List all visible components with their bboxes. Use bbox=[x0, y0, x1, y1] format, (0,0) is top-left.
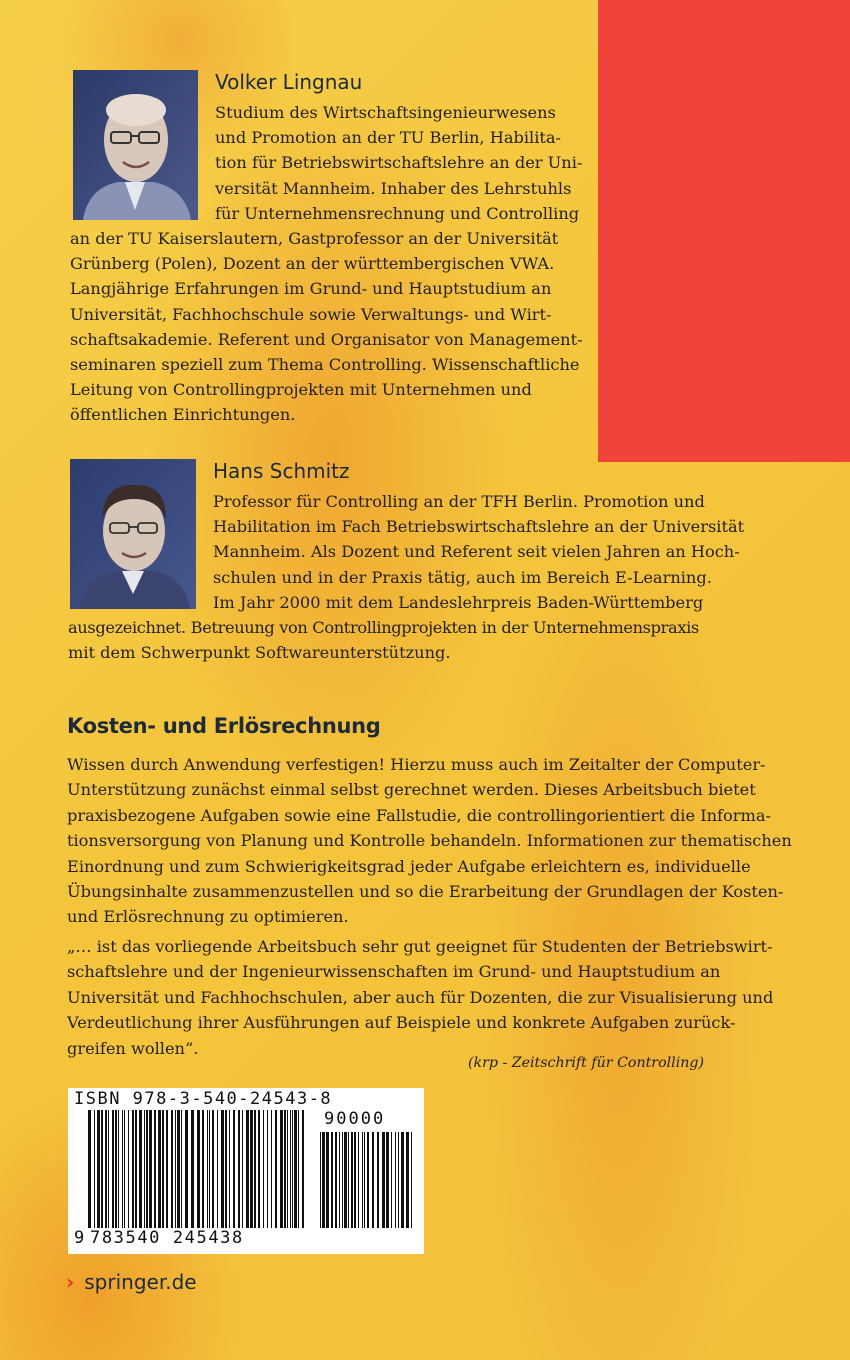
barcode-bar bbox=[362, 1132, 363, 1228]
barcode-bar bbox=[364, 1132, 365, 1228]
publisher-link[interactable] bbox=[66, 1270, 197, 1294]
barcode-bar bbox=[197, 1110, 200, 1228]
barcode-bar bbox=[377, 1132, 379, 1228]
isbn-barcode bbox=[68, 1088, 424, 1254]
barcode-bar bbox=[258, 1110, 260, 1228]
barcode-bar bbox=[112, 1110, 114, 1228]
barcode-lead-digit: 9 bbox=[74, 1228, 85, 1248]
description-line: Einordnung und zum Schwierigkeitsgrad jeder Aufgabe erleichtern es, individuelle bbox=[67, 856, 751, 876]
barcode-bar bbox=[154, 1110, 156, 1228]
barcode-bar bbox=[229, 1110, 230, 1228]
isbn-label: ISBN 978-3-540-24543-8 bbox=[74, 1089, 333, 1109]
barcode-bar bbox=[351, 1132, 353, 1228]
book-title: Kosten- und Erlösrechnung bbox=[67, 714, 381, 738]
barcode-bar bbox=[202, 1110, 204, 1228]
quote-line: greifen wollen“. bbox=[67, 1038, 199, 1058]
barcode-bar bbox=[250, 1110, 253, 1228]
description-line: und Erlösrechnung zu optimieren. bbox=[67, 907, 349, 927]
barcode-bar bbox=[225, 1110, 227, 1228]
barcode-bar bbox=[280, 1110, 283, 1228]
barcode-bar bbox=[398, 1132, 399, 1228]
bio-line: Habilitation im Fach Betriebswirtschaftslehre an der Universität bbox=[213, 517, 745, 537]
barcode-bar bbox=[322, 1132, 325, 1228]
chevron-right-icon: › bbox=[66, 1270, 75, 1294]
barcode-bar bbox=[320, 1132, 321, 1228]
bio-line: mit dem Schwerpunkt Softwareunterstützung. bbox=[68, 643, 451, 663]
barcode-bar bbox=[108, 1110, 109, 1228]
description-line: praxisbezogene Aufgaben sowie eine Fallstudie, die controllingorientiert die Informa- bbox=[67, 805, 771, 825]
bio-line: und Promotion an der TU Berlin, Habilita- bbox=[215, 128, 562, 148]
bio-line: Universität, Fachhochschule sowie Verwaltungs- und Wirt- bbox=[70, 304, 552, 324]
barcode-bar bbox=[88, 1110, 91, 1228]
bio-line: seminaren speziell zum Thema Controlling. Wissenschaftliche bbox=[70, 355, 580, 375]
book-description bbox=[67, 752, 807, 930]
barcode-bar bbox=[238, 1110, 240, 1228]
barcode-bar bbox=[298, 1110, 299, 1228]
barcode-bar bbox=[391, 1132, 392, 1228]
bio-line: versität Mannheim. Inhaber des Lehrstuhls bbox=[215, 178, 572, 198]
barcode-bar bbox=[115, 1110, 117, 1228]
barcode-bar bbox=[185, 1110, 188, 1228]
author-name-schmitz: Hans Schmitz bbox=[213, 459, 350, 483]
barcode-bar bbox=[118, 1110, 119, 1228]
bio-line: für Unternehmensrechnung und Controlling bbox=[215, 203, 580, 223]
publisher-url: springer.de bbox=[84, 1270, 197, 1294]
barcode-bar bbox=[97, 1110, 100, 1228]
barcode-bar bbox=[175, 1110, 176, 1228]
barcode-bar bbox=[339, 1132, 340, 1228]
bio-line: schulen und in der Praxis tätig, auch im Bereich E-Learning. bbox=[213, 567, 712, 587]
barcode-bar bbox=[122, 1110, 123, 1228]
description-line: Unterstützung zunächst einmal selbst gerechnet werden. Dieses Arbeitsbuch bietet bbox=[67, 780, 756, 800]
bio-line: Langjährige Erfahrungen im Grund- und Hauptstudium an bbox=[70, 279, 552, 299]
barcode-bar bbox=[344, 1132, 347, 1228]
description-line: Übungsinhalte zusammenzustellen und so die Erarbeitung der Grundlagen der Kosten- bbox=[67, 882, 784, 902]
barcode-bar bbox=[326, 1132, 329, 1228]
barcode-bar bbox=[139, 1110, 142, 1228]
barcode-bar bbox=[181, 1110, 182, 1228]
barcode-bar bbox=[212, 1110, 214, 1228]
barcode-bar bbox=[372, 1132, 374, 1228]
barcode-bar bbox=[94, 1110, 95, 1228]
barcode-bar bbox=[124, 1110, 125, 1228]
barcode-bar bbox=[209, 1110, 210, 1228]
barcode-bar bbox=[395, 1132, 396, 1228]
barcode-bar bbox=[401, 1132, 404, 1228]
price-code: 90000 bbox=[324, 1109, 386, 1129]
bio-line: Leitung von Controllingprojekten mit Unternehmen und bbox=[70, 380, 532, 400]
red-color-block bbox=[598, 0, 850, 462]
barcode-bar bbox=[233, 1110, 235, 1228]
barcode-bar bbox=[144, 1110, 145, 1228]
bio-line: schaftsakademie. Referent und Organisator von Management- bbox=[70, 329, 583, 349]
barcode-bar bbox=[254, 1110, 256, 1228]
review-quote bbox=[67, 934, 807, 1061]
barcode-bar bbox=[284, 1110, 286, 1228]
bio-line: tion für Betriebswirtschaftslehre an der Uni- bbox=[215, 153, 583, 173]
quote-source: (krp - Zeitschrift für Controlling) bbox=[467, 1055, 704, 1071]
barcode-bar bbox=[132, 1110, 134, 1228]
quote-line: „… ist das vorliegende Arbeitsbuch sehr gut geeignet für Studenten der Betriebswirt- bbox=[67, 937, 773, 956]
barcode-bar bbox=[411, 1132, 412, 1228]
barcode-bar bbox=[246, 1110, 249, 1228]
barcode-bar bbox=[146, 1110, 148, 1228]
barcode-digits: 783540 245438 bbox=[90, 1228, 244, 1248]
author-bio-schmitz bbox=[68, 489, 808, 665]
barcode-bar bbox=[166, 1110, 168, 1228]
barcode-bar bbox=[292, 1110, 293, 1228]
barcode-bar bbox=[342, 1132, 343, 1228]
bio-line: Professor für Controlling an der TFH Berlin. Promotion und bbox=[213, 492, 705, 511]
barcode-bar bbox=[128, 1110, 129, 1228]
quote-line: schaftslehre und der Ingenieurwissenschaften im Grund- und Hauptstudium an bbox=[67, 962, 721, 982]
barcode-bar bbox=[331, 1132, 333, 1228]
barcode-bar bbox=[302, 1110, 304, 1228]
barcode-bar bbox=[162, 1110, 164, 1228]
barcode-bar bbox=[290, 1110, 291, 1228]
author-bio-lingnau bbox=[70, 100, 600, 428]
barcode-bar bbox=[158, 1110, 161, 1228]
quote-line: Verdeutlichung ihrer Ausführungen auf Beispiele und konkrete Aufgaben zurück- bbox=[67, 1013, 736, 1033]
barcode-bar bbox=[406, 1132, 409, 1228]
barcode-bar bbox=[348, 1132, 349, 1228]
barcode-bar bbox=[149, 1110, 152, 1228]
barcode-bar bbox=[271, 1110, 272, 1228]
barcode-bar bbox=[267, 1110, 268, 1228]
bio-line: Im Jahr 2000 mit dem Landeslehrpreis Baden-Württemberg bbox=[213, 592, 704, 612]
barcode-bar bbox=[382, 1132, 385, 1228]
barcode-bar bbox=[335, 1132, 337, 1228]
barcode-bar bbox=[242, 1110, 243, 1228]
description-line: tionsversorgung von Planung und Kontrolle behandeln. Informationen zur thematischen bbox=[67, 831, 792, 851]
bio-line: an der TU Kaiserslautern, Gastprofessor an der Universität bbox=[70, 229, 559, 249]
barcode-bar bbox=[217, 1110, 218, 1228]
barcode-bar bbox=[191, 1110, 194, 1228]
bio-line: Grünberg (Polen), Dozent an der württembergischen VWA. bbox=[70, 254, 555, 274]
bio-line: öffentlichen Einrichtungen. bbox=[70, 405, 296, 425]
barcode-bars-main bbox=[88, 1110, 308, 1228]
barcode-bar bbox=[354, 1132, 356, 1228]
quote-line: Universität und Fachhochschulen, aber auch für Dozenten, die zur Visualisierung und bbox=[67, 987, 774, 1007]
barcode-bar bbox=[294, 1110, 297, 1228]
barcode-bar bbox=[207, 1110, 208, 1228]
author-name-lingnau: Volker Lingnau bbox=[215, 70, 363, 94]
barcode-bar bbox=[101, 1110, 103, 1228]
barcode-bar bbox=[358, 1132, 359, 1228]
barcode-bar bbox=[177, 1110, 180, 1228]
bio-line: Studium des Wirtschaftsingenieurwesens bbox=[215, 103, 556, 122]
barcode-bars-addon bbox=[320, 1132, 416, 1228]
bio-line: Mannheim. Als Dozent und Referent seit vielen Jahren an Hoch- bbox=[213, 542, 740, 562]
barcode-bar bbox=[171, 1110, 173, 1228]
barcode-bar bbox=[287, 1110, 288, 1228]
barcode-bar bbox=[386, 1132, 389, 1228]
barcode-bar bbox=[275, 1110, 277, 1228]
barcode-bar bbox=[105, 1110, 107, 1228]
barcode-bar bbox=[135, 1110, 137, 1228]
barcode-bar bbox=[367, 1132, 369, 1228]
barcode-bar bbox=[221, 1110, 224, 1228]
bio-line: ausgezeichnet. Betreuung von Controllingprojekten in der Unternehmenspraxis bbox=[68, 618, 699, 638]
barcode-bar bbox=[263, 1110, 264, 1228]
description-line: Wissen durch Anwendung verfestigen! Hierzu muss auch im Zeitalter der Computer- bbox=[67, 755, 766, 774]
